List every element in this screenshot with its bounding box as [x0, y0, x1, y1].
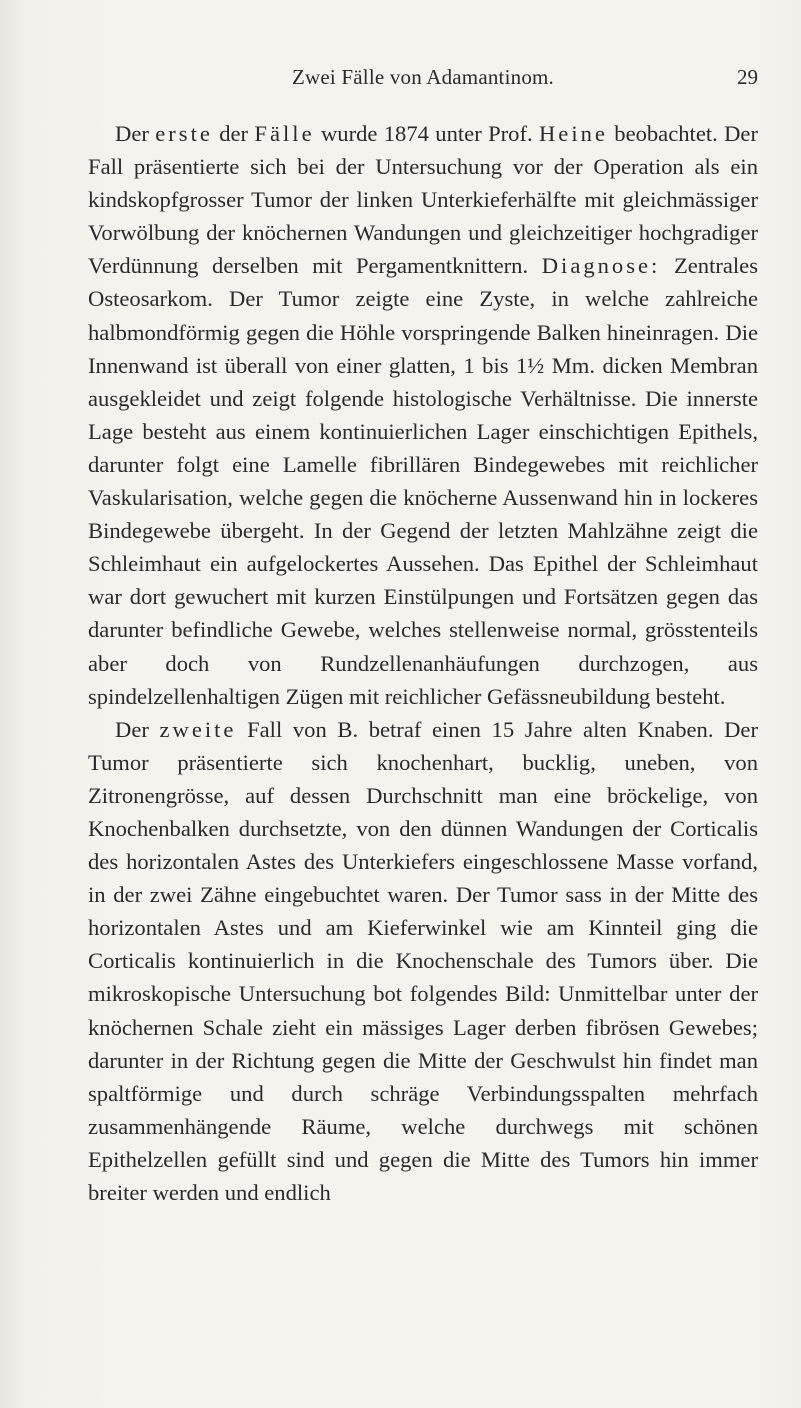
text-run: beobachtet. Der Fall präsentierte sich bei der Untersuchung vor der Operation als ein kindskopfgrosser Tumor der linken Unterkieferhälfte mit gleichmässiger Vorwölbung der knöchernen Wandungen und gleichzeitiger hochgradiger Verdünnung derselben mit Pergamentknittern. — [88, 121, 758, 279]
text-run: Zentrales Osteosarkom. Der Tumor zeigte eine Zyste, in welche zahlreiche halbmondförmig gegen die Höhle vorspringende Balken hineinragen. Die Innenwand ist überall von einer glatten, 1 bis 1½ Mm. dicken Membran ausgekleidet und zeigt folgende histologische Verhältnisse. Die innerste Lage besteht aus einem kontinuierlichen Lager einschichtigen Epithels, darunter folgt eine Lamelle fibrillären Bindegewebes mit reichlicher Vaskularisation, welche gegen die knöcherne Aussenwand hin in lockeres Bindegewebe übergeht. In der Gegend der letzten Mahlzähne zeigt die Schleimhaut ein aufgelockertes Aussehen. Das Epithel der Schleimhaut war dort gewuchert mit kurzen Einstülpungen und Fortsätzen gegen das darunter befindliche Gewebe, welches stellenweise normal, grösstenteils aber doch von Rundzellenanhäufungen durchzogen, aus spindelzellenhaltigen Zügen mit reichlicher Gefässneubildung besteht. — [88, 253, 759, 709]
emphasis-zweite: zweite — [159, 716, 237, 742]
running-title: Zwei Fälle von Adamantinom. — [291, 65, 555, 89]
text-run: Der — [115, 121, 156, 146]
paragraph-second-case — [88, 713, 758, 1209]
body-text — [88, 117, 758, 1209]
text-run: wurde 1874 unter Prof. — [314, 121, 539, 146]
text-run: Fall von B. betraf einen 15 Jahre alten Knaben. Der Tumor präsentierte sich knochenhart, bucklig, uneben, von Zitronengrösse, auf dessen Durchschnitt man eine bröckelige, von Knochenbalken durchsetzte, von den dünnen Wandungen der Corticalis des horizontalen Astes des Unterkiefers eingeschlossene Masse vorfand, in der zwei Zähne eingebuchtet waren. Der Tumor sass in der Mitte des horizontalen Astes und am Kieferwinkel wie am Kinnteil ging die Corticalis kontinuierlich in die Knochenschale des Tumors über. Die mikroskopische Untersuchung bot folgendes Bild: Unmittelbar unter der knöchernen Schale zieht ein mässiges Lager derben fibrösen Gewebes; darunter in der Richtung gegen die Mitte der Geschwulst hin findet man spaltförmige und durch schräge Verbindungsspalten mehrfach zusammenhängende Räume, welche durchwegs mit schönen Epithelzellen gefüllt sind und gegen die Mitte des Tumors hin immer breiter werden und endlich — [88, 716, 758, 1205]
page-number: 29 — [737, 65, 758, 89]
running-header — [88, 63, 758, 91]
paragraph-first-case — [88, 117, 758, 713]
emphasis-diagnose: Diagnose: — [541, 253, 661, 279]
emphasis-faelle: Fälle — [254, 121, 315, 146]
emphasis-heine: Heine — [538, 121, 608, 146]
text-run: der — [212, 121, 255, 146]
text-run: Der — [115, 716, 160, 742]
emphasis-erste: erste — [155, 121, 213, 146]
